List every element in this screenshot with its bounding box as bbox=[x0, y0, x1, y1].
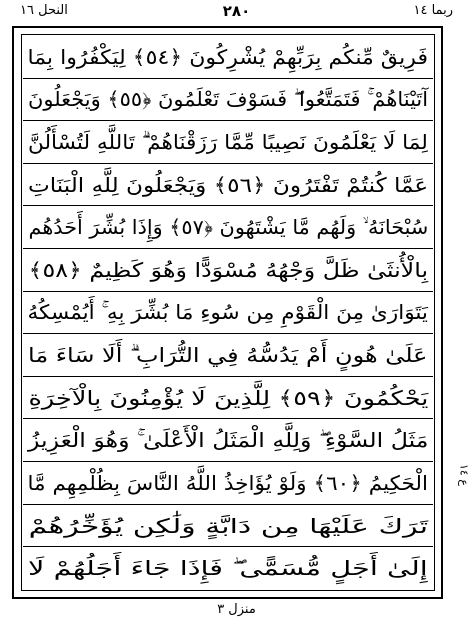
page-number: ٢٨٠ bbox=[222, 2, 251, 20]
line-text: لِمَا لَا يَعْلَمُونَ نَصِيبًا مِّمَّا رَزَقْنَاهُمْ ۗ تَاللَّهِ لَتُسْأَلُنَّ bbox=[28, 130, 428, 155]
line-text: تَرَكَ عَلَيْهَا مِن دَابَّةٍ وَلَٰكِن يُؤَخِّرُهُمْ bbox=[28, 513, 428, 538]
line-text: إِلَىٰ أَجَلٍ مُّسَمًّى ۖ فَإِذَا جَاءَ أَجَلُهُمْ لَا bbox=[28, 556, 428, 581]
ruku-marker bbox=[457, 440, 471, 510]
text-line bbox=[23, 547, 433, 589]
text-line bbox=[23, 292, 433, 335]
line-text: سُبْحَانَهُ ۙ وَلَهُم مَّا يَشْتَهُونَ ﴿٥٧﴾ وَإِذَا بُشِّرَ أَحَدُهُم bbox=[28, 215, 428, 240]
line-text: فَرِيقٌ مِّنكُم بِرَبِّهِمْ يُشْرِكُونَ ﴿٥٤﴾ لِيَكْفُرُوا بِمَا bbox=[27, 44, 429, 69]
verse-lines bbox=[23, 36, 433, 589]
text-line bbox=[23, 121, 433, 164]
text-line bbox=[23, 419, 433, 462]
manzil-footer: منزل ٣ bbox=[217, 602, 256, 617]
line-text: عَمَّا كُنتُمْ تَفْتَرُونَ ﴿٥٦﴾ وَيَجْعَلُونَ لِلَّهِ الْبَنَاتِ bbox=[27, 172, 429, 197]
line-text: يَحْكُمُونَ ﴿٥٩﴾ لِلَّذِينَ لَا يُؤْمِنُونَ بِالْآخِرَةِ bbox=[28, 385, 428, 410]
text-line bbox=[23, 249, 433, 292]
text-line bbox=[23, 164, 433, 207]
text-line bbox=[23, 206, 433, 249]
page-header bbox=[0, 0, 473, 24]
line-text: بِالْأُنثَىٰ ظَلَّ وَجْهُهُ مُسْوَدًّا وَهُوَ كَظِيمٌ ﴿٥٨﴾ bbox=[28, 257, 428, 282]
text-line bbox=[23, 36, 433, 79]
line-text: مَثَلُ السَّوْءِ ۖ وَلِلَّهِ الْمَثَلُ الْأَعْلَىٰ ۚ وَهُوَ الْعَزِيزُ bbox=[27, 428, 429, 453]
text-line bbox=[23, 334, 433, 377]
line-text: آتَيْنَاهُمْ ۚ فَتَمَتَّعُوا ۖ فَسَوْفَ تَعْلَمُونَ ﴿٥٥﴾ وَيَجْعَلُونَ bbox=[27, 87, 429, 112]
ruku-marker-text: ع ١٤ bbox=[457, 464, 471, 486]
text-line bbox=[23, 377, 433, 420]
surah-name: النحل ١٦ bbox=[20, 3, 68, 18]
text-line bbox=[23, 505, 433, 548]
line-text: يَتَوَارَىٰ مِنَ الْقَوْمِ مِن سُوءِ مَا بُشِّرَ بِهِ ۚ أَيُمْسِكُهُ bbox=[27, 300, 429, 325]
line-text: عَلَىٰ هُونٍ أَمْ يَدُسُّهُ فِي التُّرَابِ ۗ أَلَا سَاءَ مَا bbox=[28, 343, 428, 368]
para-name: ربما ١٤ bbox=[413, 3, 453, 18]
text-line bbox=[23, 79, 433, 122]
text-line bbox=[23, 462, 433, 505]
line-text: الْحَكِيمُ ﴿٦٠﴾ وَلَوْ يُؤَاخِذُ اللَّهُ النَّاسَ بِظُلْمِهِم مَّا bbox=[27, 470, 429, 495]
